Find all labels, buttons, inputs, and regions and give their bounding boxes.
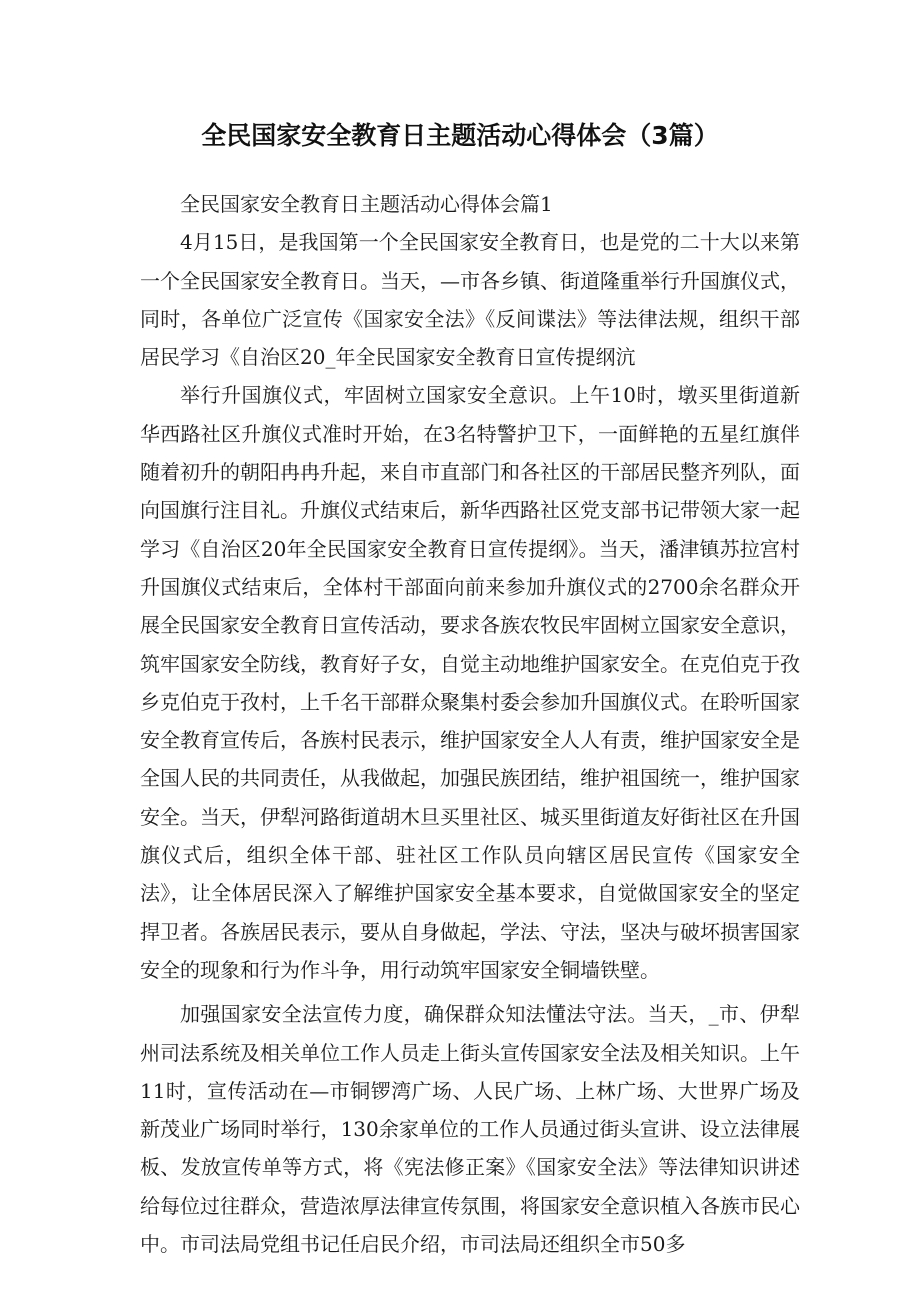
paragraph: 4月15日，是我国第一个全民国家安全教育日，也是党的二十大以来第一个全民国家安全教育日。当天，—市各乡镇、街道隆重举行升国旗仪式，同时，各单位广泛宣传《国家安全法》《反间谍法》等法律法规，组织干部居民学习《自治区20_年全民国家安全教育日宣传提纲沆 [140,230,800,370]
paragraph: 举行升国旗仪式，牢固树立国家安全意识。上午10时，墩买里街道新华西路社区升旗仪式准时开始，在3名特警护卫下，一面鲜艳的五星红旗伴随着初升的朝阳冉冉升起，来自市直部门和各社区的干部居民整齐列队，面向国旗行注目礼。升旗仪式结束后，新华西路社区党支部书记带领大家一起学习《自治区20年全民国家安全教育日宣传提纲》。当天，潘津镇苏拉宫村升国旗仪式结束后，全体村干部面向前来参加升旗仪式的2700余名群众开展全民国家安全教育日宣传活动，要求各族农牧民牢固树立国家安全意识，筑牢国家安全防线，教育好子女，自觉主动地维护国家安全。在克伯克于孜乡克伯克于孜村，上千名干部群众聚集村委会参加升国旗仪式。在聆听国家安全教育宣传后，各族村民表示，维护国家安全人人有责，维护国家安全是全国人民的共同责任，从我做起，加强民族团结，维护祖国统一，维护国家安全。当天，伊犁河路街道胡木旦买里社区、城买里街道友好街社区在升国旗仪式后，组织全体干部、驻社区工作队员向辖区居民宣传《国家安全法》，让全体居民深入了解维护国家安全基本要求，自觉做国家安全的坚定捍卫者。各族居民表示，要从自身做起，学法、守法，坚决与破坏损害国家安全的现象和行为作斗争，用行动筑牢国家安全铜墙铁壁。 [140,383,800,982]
document-title: 全民国家安全教育日主题活动心得体会（3篇） [201,121,719,150]
document-body [140,185,800,1263]
section-heading: 全民国家安全教育日主题活动心得体会篇1 [180,192,553,216]
paragraph: 加强国家安全法宣传力度，确保群众知法懂法守法。当天，_市、伊犁州司法系统及相关单位工作人员走上街头宣传国家安全法及相关知识。上午11时，宣传活动在—市铜锣湾广场、人民广场、上林广场、大世界广场及新茂业广场同时举行，130余家单位的工作人员通过街头宣讲、设立法律展板、发放宣传单等方式，将《宪法修正案》《国家安全法》等法律知识讲述给每位过往群众，营造浓厚法律宣传氛围，将国家安全意识植入各族市民心中。市司法局党组书记任启民介绍，市司法局还组织全市50多 [140,1002,800,1257]
